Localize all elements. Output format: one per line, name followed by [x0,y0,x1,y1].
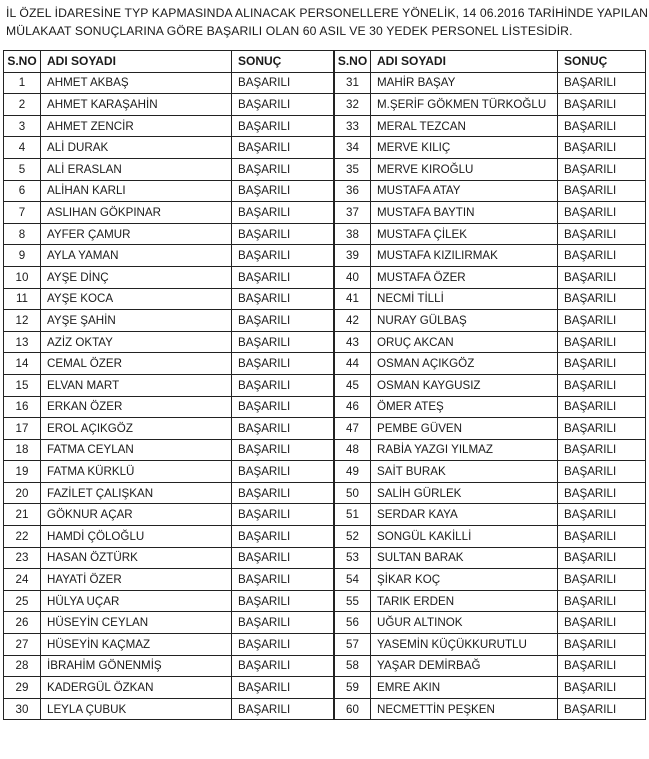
cell-name: LEYLA ÇUBUK [41,698,232,720]
table-row [4,374,334,396]
cell-result: BAŞARILI [558,72,646,94]
cell-name: MUSTAFA KIZILIRMAK [371,245,558,267]
table-row [335,396,646,418]
cell-sno: 59 [335,677,371,699]
cell-sno: 60 [335,698,371,720]
heading-line-2: MÜLAKAAT SONUÇLARINA GÖRE BAŞARILI OLAN 60 ASIL VE 30 YEDEK PERSONEL LİSTESİDİR. [6,24,573,38]
cell-name: ERKAN ÖZER [41,396,232,418]
cell-sno: 29 [4,677,41,699]
table-row [335,310,646,332]
table-row [335,655,646,677]
cell-sno: 21 [4,504,41,526]
cell-result: BAŞARILI [232,439,334,461]
cell-sno: 25 [4,590,41,612]
column-header-sno: S.NO [4,51,41,73]
table-row [4,677,334,699]
table-row [335,439,646,461]
table-row [335,677,646,699]
column-header-name: ADI SOYADI [41,51,232,73]
cell-name: ASLIHAN GÖKPINAR [41,202,232,224]
table-row [335,504,646,526]
cell-sno: 53 [335,547,371,569]
table-row [335,288,646,310]
cell-name: MUSTAFA ÇİLEK [371,223,558,245]
cell-sno: 4 [4,137,41,159]
table-row [335,526,646,548]
cell-name: AYŞE DİNÇ [41,266,232,288]
column-header-result: SONUÇ [558,51,646,73]
table-row [335,158,646,180]
cell-sno: 8 [4,223,41,245]
column-header-sno: S.NO [335,51,371,73]
cell-sno: 12 [4,310,41,332]
cell-sno: 33 [335,115,371,137]
cell-result: BAŞARILI [232,461,334,483]
cell-name: FAZİLET ÇALIŞKAN [41,482,232,504]
cell-result: BAŞARILI [232,374,334,396]
cell-result: BAŞARILI [558,310,646,332]
cell-result: BAŞARILI [232,137,334,159]
table-row [4,94,334,116]
column-header-name: ADI SOYADI [371,51,558,73]
cell-sno: 46 [335,396,371,418]
table-row [335,137,646,159]
cell-name: ALİ DURAK [41,137,232,159]
cell-sno: 49 [335,461,371,483]
cell-name: ELVAN MART [41,374,232,396]
table-row [335,94,646,116]
cell-name: FATMA CEYLAN [41,439,232,461]
cell-result: BAŞARILI [558,461,646,483]
cell-sno: 48 [335,439,371,461]
table-row [4,698,334,720]
cell-sno: 24 [4,569,41,591]
cell-result: BAŞARILI [232,590,334,612]
cell-result: BAŞARILI [232,547,334,569]
cell-result: BAŞARILI [232,353,334,375]
cell-name: YASEMİN KÜÇÜKKURUTLU [371,634,558,656]
cell-sno: 5 [4,158,41,180]
cell-name: MUSTAFA BAYTIN [371,202,558,224]
cell-name: ŞİKAR KOÇ [371,569,558,591]
table-row [4,72,334,94]
table-row [4,158,334,180]
table-row [335,374,646,396]
table-row [335,547,646,569]
cell-result: BAŞARILI [232,72,334,94]
cell-name: SERDAR KAYA [371,504,558,526]
cell-sno: 35 [335,158,371,180]
cell-result: BAŞARILI [232,634,334,656]
cell-result: BAŞARILI [232,331,334,353]
cell-result: BAŞARILI [558,245,646,267]
cell-sno: 51 [335,504,371,526]
cell-sno: 58 [335,655,371,677]
cell-sno: 19 [4,461,41,483]
table-row [4,115,334,137]
table-row [4,331,334,353]
cell-sno: 40 [335,266,371,288]
table-row [4,504,334,526]
cell-result: BAŞARILI [558,331,646,353]
cell-result: BAŞARILI [232,418,334,440]
table-row [335,612,646,634]
cell-name: SULTAN BARAK [371,547,558,569]
cell-sno: 20 [4,482,41,504]
cell-name: FATMA KÜRKLÜ [41,461,232,483]
cell-sno: 57 [335,634,371,656]
cell-sno: 23 [4,547,41,569]
table-row [4,288,334,310]
cell-sno: 16 [4,396,41,418]
cell-result: BAŞARILI [232,115,334,137]
table-row [4,634,334,656]
cell-name: OSMAN KAYGUSIZ [371,374,558,396]
cell-sno: 28 [4,655,41,677]
cell-result: BAŞARILI [232,180,334,202]
cell-name: NECMİ TİLLİ [371,288,558,310]
cell-result: BAŞARILI [558,137,646,159]
cell-sno: 22 [4,526,41,548]
table-row [4,266,334,288]
cell-name: UĞUR ALTINOK [371,612,558,634]
results-table-right [334,50,646,720]
column-header-result: SONUÇ [232,51,334,73]
table-row [4,655,334,677]
cell-sno: 2 [4,94,41,116]
cell-sno: 17 [4,418,41,440]
table-row [335,590,646,612]
cell-name: EMRE AKIN [371,677,558,699]
table-row [335,331,646,353]
table-row [335,634,646,656]
cell-result: BAŞARILI [232,158,334,180]
cell-name: MAHİR BAŞAY [371,72,558,94]
cell-name: AYLA YAMAN [41,245,232,267]
cell-name: MERVE KILIÇ [371,137,558,159]
cell-sno: 34 [335,137,371,159]
table-header-row [335,51,646,73]
cell-name: MERAL TEZCAN [371,115,558,137]
cell-name: CEMAL ÖZER [41,353,232,375]
cell-result: BAŞARILI [558,569,646,591]
cell-result: BAŞARILI [558,180,646,202]
cell-result: BAŞARILI [558,634,646,656]
table-row [4,310,334,332]
cell-name: HASAN ÖZTÜRK [41,547,232,569]
table-row [4,418,334,440]
cell-sno: 7 [4,202,41,224]
cell-result: BAŞARILI [232,223,334,245]
cell-name: SAİT BURAK [371,461,558,483]
cell-result: BAŞARILI [232,288,334,310]
cell-sno: 14 [4,353,41,375]
cell-name: İBRAHİM GÖNENMİŞ [41,655,232,677]
table-row [335,245,646,267]
table-row [335,115,646,137]
cell-sno: 52 [335,526,371,548]
cell-sno: 11 [4,288,41,310]
table-row [335,353,646,375]
table-row [4,180,334,202]
cell-name: KADERGÜL ÖZKAN [41,677,232,699]
cell-sno: 41 [335,288,371,310]
cell-result: BAŞARILI [232,202,334,224]
table-row [4,223,334,245]
cell-sno: 37 [335,202,371,224]
cell-name: ÖMER ATEŞ [371,396,558,418]
cell-result: BAŞARILI [558,94,646,116]
cell-result: BAŞARILI [558,158,646,180]
cell-result: BAŞARILI [232,569,334,591]
cell-sno: 10 [4,266,41,288]
table-row [4,353,334,375]
cell-sno: 26 [4,612,41,634]
cell-result: BAŞARILI [558,374,646,396]
table-header-row [4,51,334,73]
cell-sno: 43 [335,331,371,353]
cell-name: MUSTAFA ÖZER [371,266,558,288]
cell-result: BAŞARILI [558,439,646,461]
table-row [4,612,334,634]
document-heading [6,4,649,40]
table-row [335,202,646,224]
cell-name: M.ŞERİF GÖKMEN TÜRKOĞLU [371,94,558,116]
cell-result: BAŞARILI [232,655,334,677]
cell-result: BAŞARILI [232,310,334,332]
cell-result: BAŞARILI [232,396,334,418]
cell-result: BAŞARILI [558,288,646,310]
cell-name: SALİH GÜRLEK [371,482,558,504]
cell-name: MERVE KIROĞLU [371,158,558,180]
cell-name: PEMBE GÜVEN [371,418,558,440]
cell-sno: 50 [335,482,371,504]
cell-result: BAŞARILI [558,223,646,245]
cell-sno: 44 [335,353,371,375]
cell-name: HÜSEYİN CEYLAN [41,612,232,634]
table-row [4,482,334,504]
cell-result: BAŞARILI [558,677,646,699]
cell-name: YAŞAR DEMİRBAĞ [371,655,558,677]
table-row [4,526,334,548]
table-row [335,569,646,591]
cell-result: BAŞARILI [232,266,334,288]
cell-sno: 3 [4,115,41,137]
table-row [4,461,334,483]
cell-result: BAŞARILI [232,482,334,504]
table-row [4,439,334,461]
cell-result: BAŞARILI [558,353,646,375]
cell-result: BAŞARILI [558,612,646,634]
cell-sno: 9 [4,245,41,267]
table-row [335,698,646,720]
table-row [335,72,646,94]
table-row [335,461,646,483]
cell-result: BAŞARILI [558,547,646,569]
cell-result: BAŞARILI [232,504,334,526]
cell-sno: 55 [335,590,371,612]
cell-sno: 31 [335,72,371,94]
cell-result: BAŞARILI [558,418,646,440]
cell-name: NECMETTİN PEŞKEN [371,698,558,720]
cell-result: BAŞARILI [558,504,646,526]
table-row [4,245,334,267]
cell-name: AHMET AKBAŞ [41,72,232,94]
cell-sno: 45 [335,374,371,396]
table-row [335,180,646,202]
table-row [335,418,646,440]
table-row [335,482,646,504]
cell-result: BAŞARILI [232,612,334,634]
cell-name: AHMET ZENCİR [41,115,232,137]
cell-result: BAŞARILI [232,526,334,548]
cell-sno: 39 [335,245,371,267]
results-table-left [3,50,334,720]
cell-name: HÜLYA UÇAR [41,590,232,612]
table-row [335,223,646,245]
cell-name: HAYATİ ÖZER [41,569,232,591]
heading-line-1: İL ÖZEL İDARESİNE TYP KAPMASINDA ALINACAK PERSONELLERE YÖNELİK, 14 06.2016 TARİHİNDE YAPILAN [6,6,649,20]
cell-name: MUSTAFA ATAY [371,180,558,202]
cell-name: HÜSEYİN KAÇMAZ [41,634,232,656]
cell-name: RABİA YAZGI YILMAZ [371,439,558,461]
cell-sno: 30 [4,698,41,720]
cell-sno: 47 [335,418,371,440]
cell-result: BAŞARILI [232,245,334,267]
table-row [4,396,334,418]
cell-result: BAŞARILI [558,396,646,418]
cell-name: AYFER ÇAMUR [41,223,232,245]
cell-name: ALİHAN KARLI [41,180,232,202]
table-row [4,569,334,591]
cell-name: GÖKNUR AÇAR [41,504,232,526]
table-row [4,590,334,612]
cell-sno: 54 [335,569,371,591]
cell-name: AZİZ OKTAY [41,331,232,353]
cell-name: AYŞE ŞAHİN [41,310,232,332]
cell-result: BAŞARILI [232,94,334,116]
cell-name: ALİ ERASLAN [41,158,232,180]
cell-name: AHMET KARAŞAHİN [41,94,232,116]
cell-sno: 13 [4,331,41,353]
cell-sno: 6 [4,180,41,202]
cell-result: BAŞARILI [558,655,646,677]
cell-sno: 56 [335,612,371,634]
table-row [4,547,334,569]
cell-name: TARIK ERDEN [371,590,558,612]
cell-result: BAŞARILI [558,115,646,137]
cell-result: BAŞARILI [558,482,646,504]
cell-sno: 36 [335,180,371,202]
cell-result: BAŞARILI [558,266,646,288]
cell-sno: 27 [4,634,41,656]
cell-result: BAŞARILI [558,202,646,224]
cell-sno: 32 [335,94,371,116]
cell-name: NURAY GÜLBAŞ [371,310,558,332]
cell-result: BAŞARILI [558,526,646,548]
cell-sno: 15 [4,374,41,396]
table-row [4,137,334,159]
cell-name: SONGÜL KAKİLLİ [371,526,558,548]
cell-sno: 38 [335,223,371,245]
cell-name: OSMAN AÇIKGÖZ [371,353,558,375]
table-row [335,266,646,288]
table-row [4,202,334,224]
cell-name: AYŞE KOCA [41,288,232,310]
cell-result: BAŞARILI [232,677,334,699]
cell-name: EROL AÇIKGÖZ [41,418,232,440]
cell-sno: 1 [4,72,41,94]
cell-name: ORUÇ AKCAN [371,331,558,353]
cell-result: BAŞARILI [558,698,646,720]
cell-sno: 42 [335,310,371,332]
cell-sno: 18 [4,439,41,461]
cell-name: HAMDİ ÇÖLOĞLU [41,526,232,548]
cell-result: BAŞARILI [232,698,334,720]
cell-result: BAŞARILI [558,590,646,612]
